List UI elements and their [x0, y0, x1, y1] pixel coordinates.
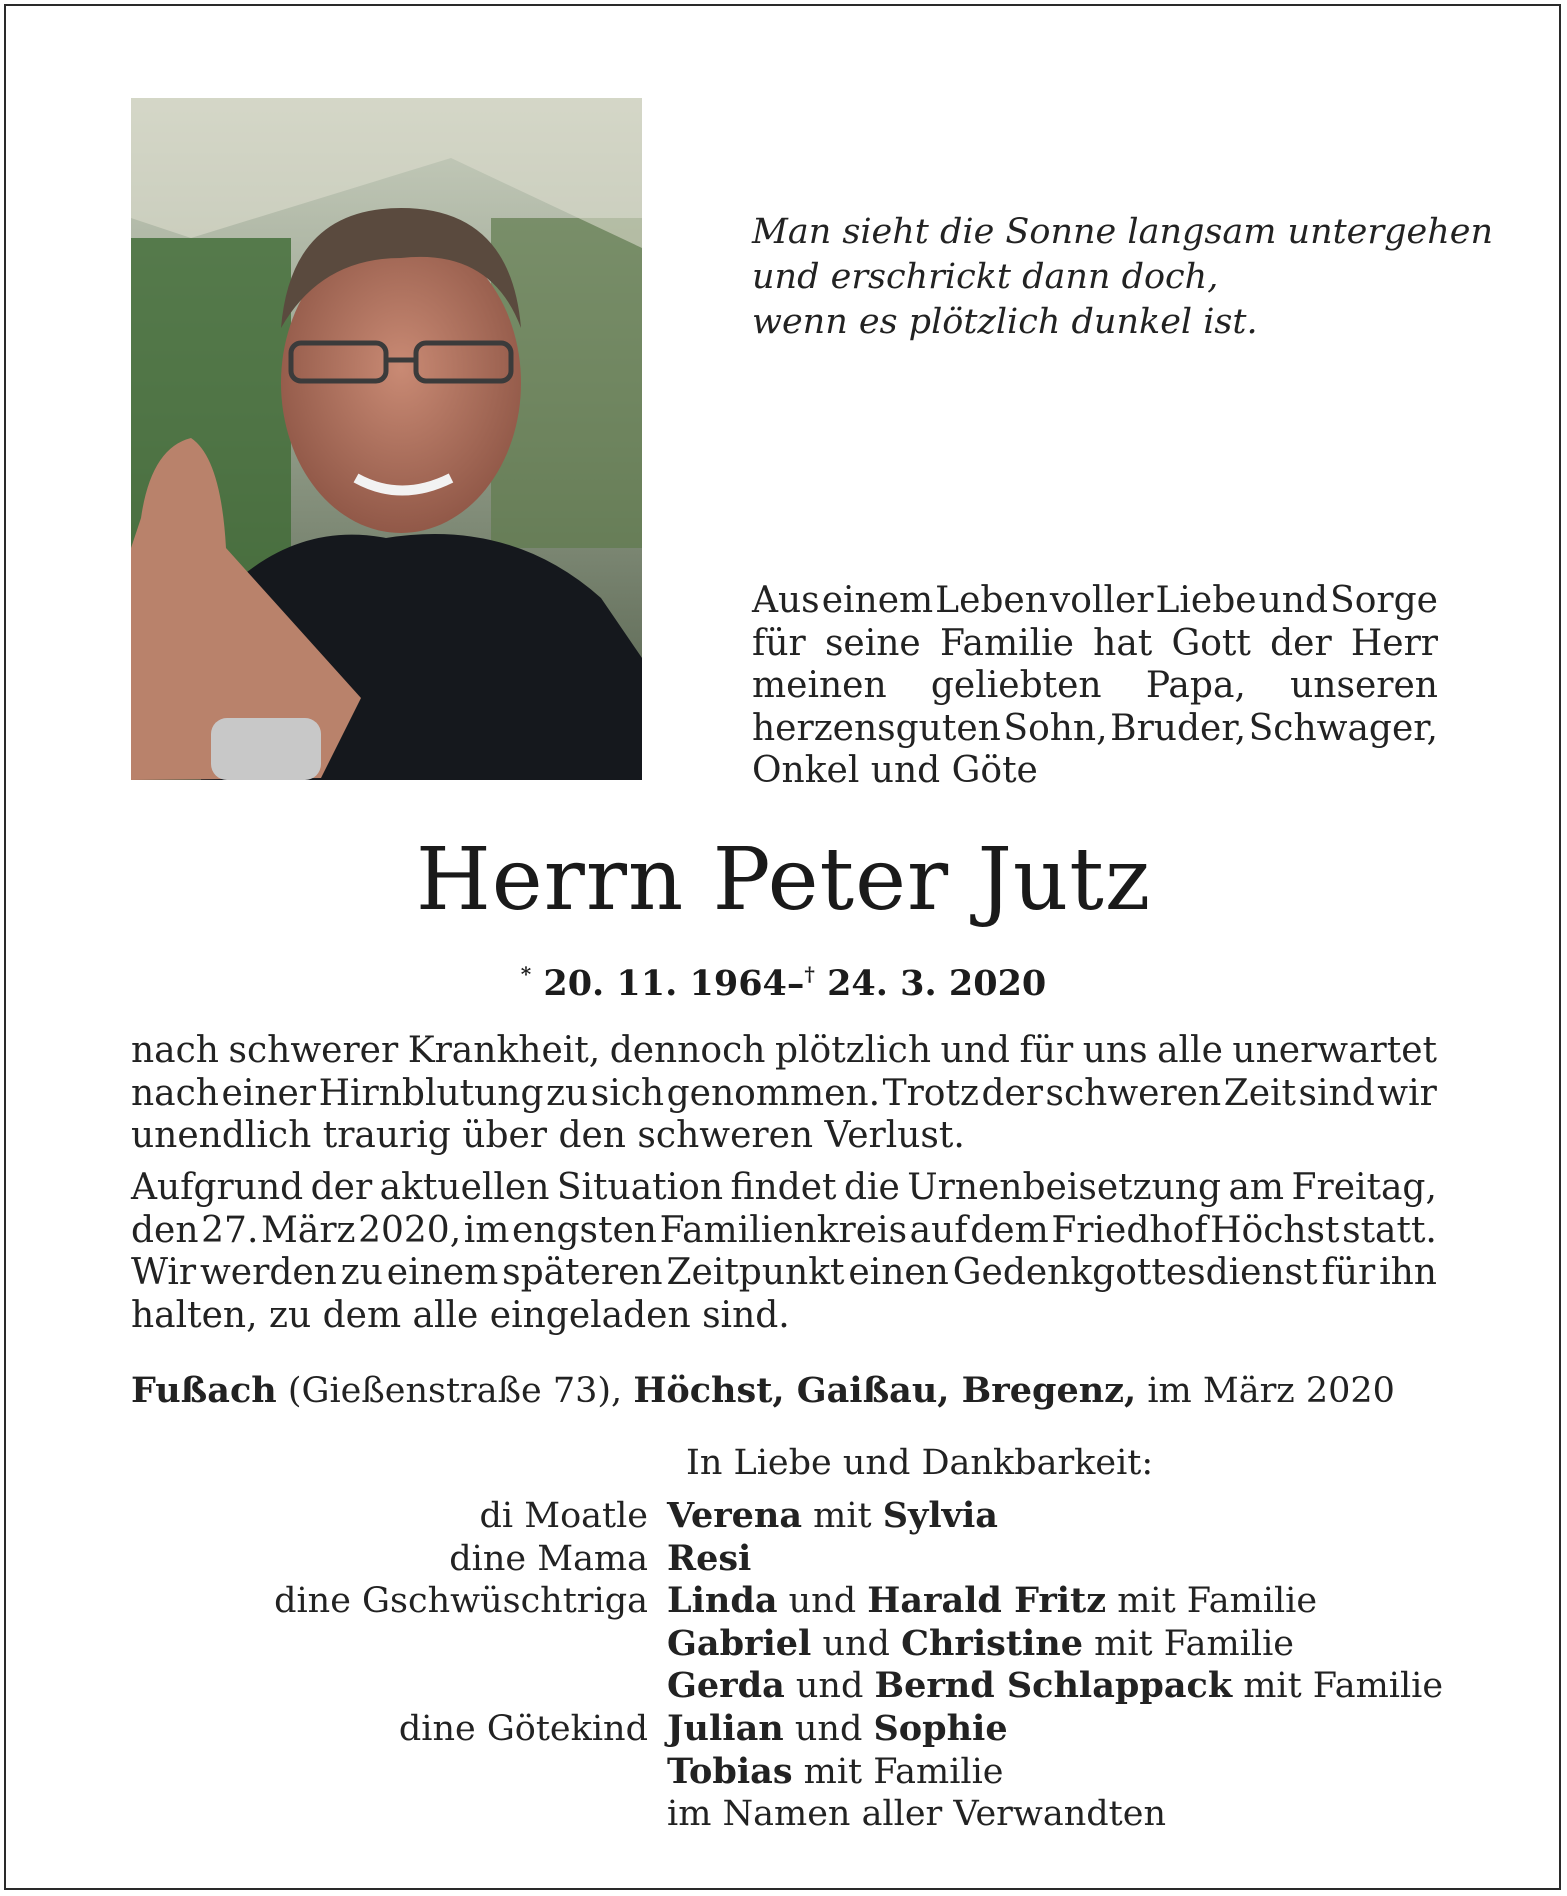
family-relation: dine Mama	[449, 1538, 648, 1579]
family-relation: dine Götekind	[398, 1708, 648, 1749]
word: der	[310, 1167, 373, 1208]
word: der	[981, 1072, 1043, 1114]
family-relation: dine Gschwüschtriga	[274, 1581, 648, 1622]
word: Situation	[556, 1167, 724, 1208]
word: späteren	[502, 1252, 663, 1293]
word: herzensguten	[752, 707, 1001, 749]
word: und	[940, 1030, 1010, 1071]
word: engsten	[512, 1209, 657, 1251]
family-members	[667, 1708, 1008, 1751]
birth-symbol: *	[520, 962, 532, 986]
word: Familienkreis	[659, 1209, 908, 1251]
word: aktuellen	[379, 1167, 550, 1208]
intro-text	[752, 580, 1438, 793]
word: dem	[970, 1209, 1049, 1251]
word: für	[1019, 1030, 1074, 1071]
member-name: Gabriel	[667, 1622, 812, 1664]
text-line	[131, 1167, 1437, 1210]
family-relation	[131, 1793, 667, 1836]
member-name: Resi	[667, 1537, 752, 1579]
word: Sohn,	[1003, 707, 1108, 749]
death-date: 24. 3. 2020	[827, 963, 1047, 1004]
intro-line	[752, 665, 1438, 708]
word: Hirnblutung	[318, 1072, 544, 1114]
death-symbol: †	[804, 962, 815, 986]
word: Freitag,	[1291, 1167, 1437, 1208]
connector-text: mit Familie	[792, 1751, 1004, 1792]
family-relation	[131, 1751, 667, 1794]
word: meinen	[752, 665, 887, 706]
quote-line: und erschrickt dann doch,	[752, 257, 1219, 297]
thanks-heading: In Liebe und Dankbarkeit:	[686, 1443, 1154, 1483]
family-members	[667, 1665, 1443, 1708]
word: uns	[1082, 1030, 1148, 1071]
place-address: (Gießenstraße 73),	[287, 1371, 623, 1411]
family-row	[131, 1751, 1471, 1794]
text-line	[131, 1252, 1437, 1295]
intro-line	[752, 623, 1438, 666]
date-separator: –	[786, 963, 805, 1004]
word: alle	[1157, 1030, 1223, 1071]
word: auf	[909, 1209, 968, 1251]
word: Trotz	[882, 1072, 979, 1114]
word: zu	[340, 1252, 383, 1293]
text-line: unendlich traurig über den schweren Verlust.	[131, 1115, 965, 1156]
family-relation: di Moatle	[479, 1496, 648, 1536]
word: Höchst	[1210, 1209, 1340, 1251]
family-members	[667, 1495, 998, 1538]
word: die	[843, 1167, 900, 1208]
quote-line: Man sieht die Sonne langsam untergehen	[752, 212, 1494, 252]
quote-line: wenn es plötzlich dunkel ist.	[752, 302, 1258, 342]
connector-text: und	[783, 1708, 874, 1749]
connector-text: mit	[802, 1496, 883, 1536]
word: schweren	[1045, 1072, 1222, 1114]
family-members	[667, 1751, 1004, 1794]
word: einer	[221, 1072, 317, 1114]
word: genommen.	[666, 1072, 881, 1114]
funeral-paragraph	[131, 1167, 1437, 1337]
portrait-image-icon	[131, 98, 642, 780]
word: ihn	[1379, 1252, 1437, 1293]
word: Zeitpunkt	[666, 1252, 845, 1293]
connector-text: und	[777, 1581, 868, 1622]
word: am	[1228, 1167, 1285, 1208]
word: nach	[131, 1030, 219, 1071]
word: Friedhof	[1051, 1209, 1208, 1251]
family-relation	[131, 1665, 667, 1708]
word: 27.	[201, 1209, 259, 1251]
family-row	[131, 1793, 1471, 1836]
word: Schwager,	[1248, 707, 1438, 749]
word: werden	[199, 1252, 337, 1293]
member-name: Julian	[667, 1707, 784, 1749]
word: für	[752, 622, 806, 664]
word: Krankheit,	[407, 1030, 601, 1071]
word: einen	[848, 1252, 949, 1293]
member-name: Verena	[667, 1495, 803, 1536]
word: sind	[1298, 1072, 1375, 1114]
family-members	[667, 1580, 1317, 1623]
member-name: Linda	[667, 1580, 778, 1622]
word: Leben	[935, 580, 1048, 621]
word: voller	[1049, 580, 1154, 621]
word: nach	[131, 1072, 219, 1114]
family-list	[131, 1495, 1471, 1836]
member-name: Sophie	[873, 1707, 1008, 1749]
word: Wir	[131, 1252, 197, 1293]
word: wir	[1377, 1072, 1437, 1114]
family-row	[131, 1623, 1471, 1666]
word: hat	[1093, 622, 1153, 664]
word: sich	[590, 1072, 665, 1114]
word: Herr	[1350, 622, 1438, 664]
family-row	[131, 1665, 1471, 1708]
word: einem	[386, 1252, 499, 1293]
quote	[752, 210, 1494, 345]
connector-text: im Namen aller Verwandten	[667, 1794, 1166, 1835]
word: März	[261, 1209, 356, 1251]
connector-text: und	[784, 1666, 875, 1707]
text-line	[131, 1210, 1437, 1253]
word: Sorge	[1330, 580, 1438, 621]
word: im	[463, 1209, 510, 1251]
word: plötzlich	[774, 1030, 932, 1071]
word: für	[1321, 1252, 1376, 1293]
word: Liebe	[1155, 580, 1257, 621]
place-others: Höchst, Gaißau, Bregenz,	[633, 1370, 1137, 1411]
member-name: Sylvia	[882, 1495, 998, 1536]
word: Familie	[939, 622, 1074, 664]
text-line	[131, 1073, 1437, 1116]
word: den	[131, 1209, 199, 1251]
word: Aufgrund	[131, 1167, 304, 1208]
connector-text: und	[811, 1623, 902, 1664]
connector-text: mit Familie	[1106, 1581, 1318, 1622]
intro-line	[752, 708, 1438, 751]
member-name: Christine	[901, 1622, 1084, 1664]
family-row	[131, 1580, 1471, 1623]
word: schwerer	[228, 1030, 399, 1071]
family-members	[667, 1538, 751, 1581]
word: findet	[730, 1167, 837, 1208]
text-line	[131, 1030, 1437, 1073]
family-members	[667, 1623, 1294, 1666]
word: Urnenbeisetzung	[907, 1167, 1221, 1208]
member-name: Harald Fritz	[867, 1580, 1107, 1622]
place-town: Fußach	[131, 1370, 277, 1411]
message-paragraph	[131, 1030, 1437, 1158]
word: unseren	[1290, 665, 1438, 706]
word: Papa,	[1145, 665, 1246, 706]
word: 2020,	[358, 1209, 462, 1251]
word: Gedenkgottesdienst	[952, 1252, 1318, 1293]
intro-line: Onkel und Göte	[752, 750, 1038, 791]
family-row	[131, 1538, 1471, 1581]
member-name: Bernd Schlappack	[874, 1665, 1233, 1707]
word: und	[1258, 580, 1329, 621]
word: unerwartet	[1232, 1030, 1437, 1071]
text-line: halten, zu dem alle eingeladen sind.	[131, 1294, 790, 1336]
deceased-name: Herrn Peter Jutz	[415, 830, 1152, 930]
word: Gott	[1171, 622, 1251, 664]
portrait-photo	[131, 98, 642, 780]
family-row	[131, 1708, 1471, 1751]
word: geliebten	[930, 665, 1102, 706]
family-relation	[131, 1623, 667, 1666]
word: Zeit	[1223, 1072, 1297, 1114]
member-name: Tobias	[667, 1750, 793, 1792]
birth-date: 20. 11. 1964	[543, 963, 787, 1004]
place-date: im März 2020	[1147, 1371, 1395, 1411]
connector-text: mit Familie	[1232, 1666, 1444, 1707]
place-and-date	[131, 1369, 1451, 1413]
connector-text: mit Familie	[1083, 1623, 1294, 1664]
word: der	[1270, 622, 1332, 664]
word: einem	[821, 580, 934, 621]
member-name: Gerda	[667, 1665, 785, 1707]
family-members	[667, 1793, 1166, 1836]
word: Bruder,	[1110, 707, 1247, 749]
word: Aus	[752, 580, 820, 621]
word: dennoch	[609, 1030, 766, 1071]
word: statt.	[1342, 1209, 1437, 1251]
word: seine	[824, 622, 921, 664]
life-dates	[0, 952, 1567, 1006]
word: zu	[546, 1072, 589, 1114]
family-row	[131, 1495, 1471, 1538]
intro-line	[752, 580, 1438, 623]
